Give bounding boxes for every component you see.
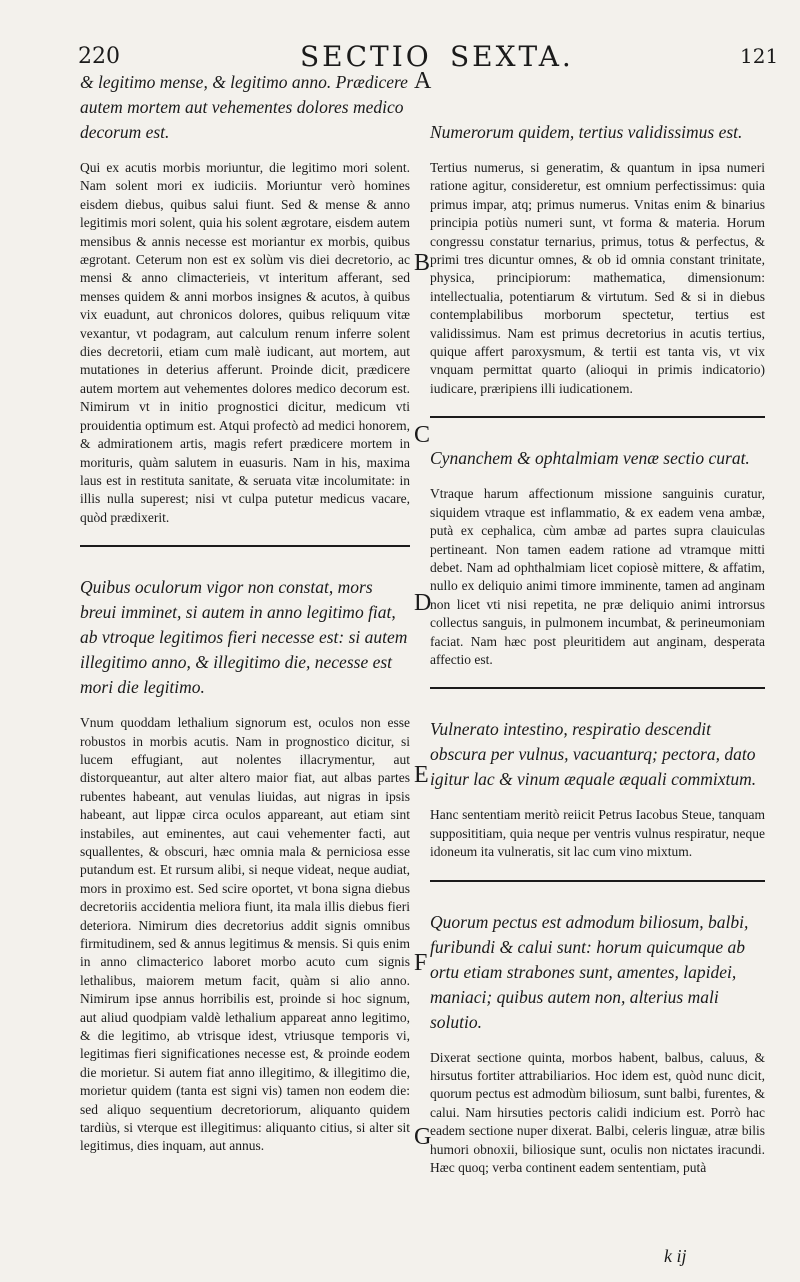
page-number-right: 121 <box>740 44 779 68</box>
section-divider <box>430 687 765 689</box>
margin-letter-g: G <box>414 1124 432 1150</box>
aphorism-heading: Vulnerato intestino, respiratio descendit obscura per vulnus, vacuanturq; pectora, dato igitur lac & vinum æquale æquali commixtum. <box>430 719 757 790</box>
commentary-text: Hanc sententiam meritò reiicit Petrus Iacobus Steue, tanquam supposititiam, quia neque per ventris vulnus respiratur, neque idoneum ita vulneratis, sit lac cum vino mixtum. <box>430 807 765 860</box>
page-number-left: 220 <box>78 44 120 69</box>
commentary-text: Vtraque harum affectionum missione sanguinis curatur, siquidem vtraque est inflammatio, & ex eadem vena ambæ, putà ex cephalica, cùm ambæ ad partes supra clauiculas pertineant. Non tamen eadem ratione ad vtramque mitti debet. Nam ad ophthalmiam licet copiosè mittere, & affatim, nullo ex deliquio animi timore imminente, tamen ad anginam non licet vti nisi repetita, ne præ deliquio animi introrsus collectus sanguis, in pulmonem incumbat, & perineumoniam faciat. Nam hæc post pleuritidem aut anginam, desperata affectio est. <box>430 486 765 667</box>
aphorism-heading: & legitimo mense, & legitimo anno. Prædicere autem mortem aut vehementes dolores medico decorum est. <box>80 72 408 142</box>
section-divider <box>430 880 765 882</box>
aphorism-heading: Cynanchem & ophtalmiam venæ sectio curat. <box>430 448 750 469</box>
margin-letter-b: B <box>414 250 431 276</box>
aphorism-heading: Numerorum quidem, tertius validissimus est. <box>430 122 743 142</box>
section-divider <box>430 416 765 418</box>
commentary-text: Tertius numerus, si generatim, & quantum in ipsa numeri ratione agitur, consideretur, est omnium perfectissimus: quia primus impar, atq; primus numerus. Vnitas enim & binarius principia potiùs numeri sunt, vt forma & materia. Horum congressu constatur ternarius, primus, totus & perfectus, & primi tres dicuntur omnes, & ob id omnia constant trinitate, physica, principiorum: mathematica, dimensionum: intellectualia, potentiarum & virtutum. Sed & si in diebus contemplabilibus morborum spectetur, tertius est validissimus. Nam est primus decretorius in acutis tertius, quique affert paroxysmum, & tertii est tanta vis, vt vix vnquam permittat quarto (alioqui in primis indicatorio) iudicare, præripiens illi iudicationem. <box>430 160 765 396</box>
margin-letter-f: F <box>414 950 428 976</box>
commentary-text: Vnum quoddam lethalium signorum est, oculos non esse robustos in morbis acutis. Nam in prognostico dicitur, si lucem effugiant, aut nolentes illacrymentur, aut distorqueantur, aut alter altero maior fiat, aut albas partes rubentes habeant, aut venulas liuidas, aut nigras in ipsis habeant, aut lippæ circa oculos appareant, aut etiam sint instabiles, aut eminentes, aut caui vehementer facti, aut squallentes, & obscuri, hæc omnia mala & perniciosa esse putandum est. Et rursum alibi, si neque videat, neque audiat, mors in proximo est. Sed scire oportet, vt bona signa diebus decretoriis accidentia meliora fiunt, ita mala illis diebus fieri deteriora. Nimirum dies decretorius addit signis omnibus firmitudinem, sed & annus legitimus & mensis. Si quis enim in anno climacterico laboret morbo acuto cum signis lethalibus, maiorem metum facit, quàm si alio anno. Nimirum ipse annus horribilis est, proinde si hoc signum, aut aliud quodpiam valdè lethalium appareat anno legitimo, & die legitimo, ab vtrisque idest, vtriusque temporis vi, legitimas fieri significationes necesse est, & proinde eodem die morietur. Si autem fiat anno illegitimo, & illegitimo die, morietur quidem (tanta est signi vis) tamen non eodem die: sed aliquo sequentium decretoriorum, aliquanto quidem tardiùs, si vterque est illegitimus: aliquanto citius, si alter sit legitimus, dies inquam, aut annus. <box>80 715 410 1154</box>
margin-letter-a: A <box>414 68 432 94</box>
margin-letter-d: D <box>414 590 432 616</box>
margin-letter-c: C <box>414 422 431 448</box>
aphorism-heading: Quibus oculorum vigor non constat, mors breui imminet, si autem in anno legitimo fiat, ab vtroque legitimos fieri necesse est: si autem illegitimo anno, & illegitimo die, necesse est mori die legitimo. <box>80 577 408 698</box>
section-divider <box>80 545 410 547</box>
margin-letter-e: E <box>414 762 429 788</box>
aphorism-heading: Quorum pectus est admodum biliosum, balbi, furibundi & calui sunt: horum quicumque ab ortu etiam strabones sunt, amentes, lapidei, maniaci; quibus autem non, alterius mali solutio. <box>430 911 749 1032</box>
right-column <box>430 120 765 1177</box>
running-title-left: SECTIO <box>300 40 432 73</box>
running-title-right: SEXTA. <box>450 40 574 73</box>
left-column <box>80 70 410 1156</box>
commentary-text: Dixerat sectione quinta, morbos habent, balbus, caluus, & hirsutus fortiter attrabiliarios. Hoc idem est, quòd nunc dicit, quorum pectus est admodùm biliosum, sunt balbi, furentes, & calui. Nam hirsuties pectoris calidi indicium est. Porrò hac eadem sectione nuper dixerat. Balbi, celeris linguæ, atræ bilis humori obnoxii, biliosique sunt, oculis non nictates iracundi. Hæc quoq; verba continent eadem sententiam, putà <box>430 1049 765 1175</box>
signature-mark: k ij <box>664 1246 687 1266</box>
commentary-text: Qui ex acutis morbis moriuntur, die legitimo mori solent. Nam solent mori ex iudiciis. Moriuntur verò homines eisdem diebus, quibus salui fiunt. Sed & mense & anno legitimis mori solent, quia his solent ægrotare, eisdem autem mensibus & annis necesse est moriantur ex morbis, quibus ægrotant. Ceterum non est ex solùm vis diei decretorio, ac mensi & anno climacterieis, vt interitum afferant, sed menses quidem & anni morbos insignes & acutos, à quibus vix euadunt, aut chronicos dolores, quibus reliquum vitæ vexantur, vt podagram, aut calculum renum inferre solent dies decretorii, etiam cum malè iudicant, aut mortem, aut mutationes in deterius afferunt. Proinde dicit, prædicere autem mortem aut vehementes dolores medico decorum est. Nimirum vt in initio prognostici dicitur, medicum vti prouidentia optimum est. Atqui profectò ad medici honorem, & admirationem artis, magis refert prædicere mortem in morituris, quàm salutem in euasuris. Nam in his, maxima laus est in restituta sanitate, & seruata vitæ incolumitate: in illis nulla superest; nisi vt culpa putetur medicus vacare, quòd prædixerit. <box>80 160 410 525</box>
